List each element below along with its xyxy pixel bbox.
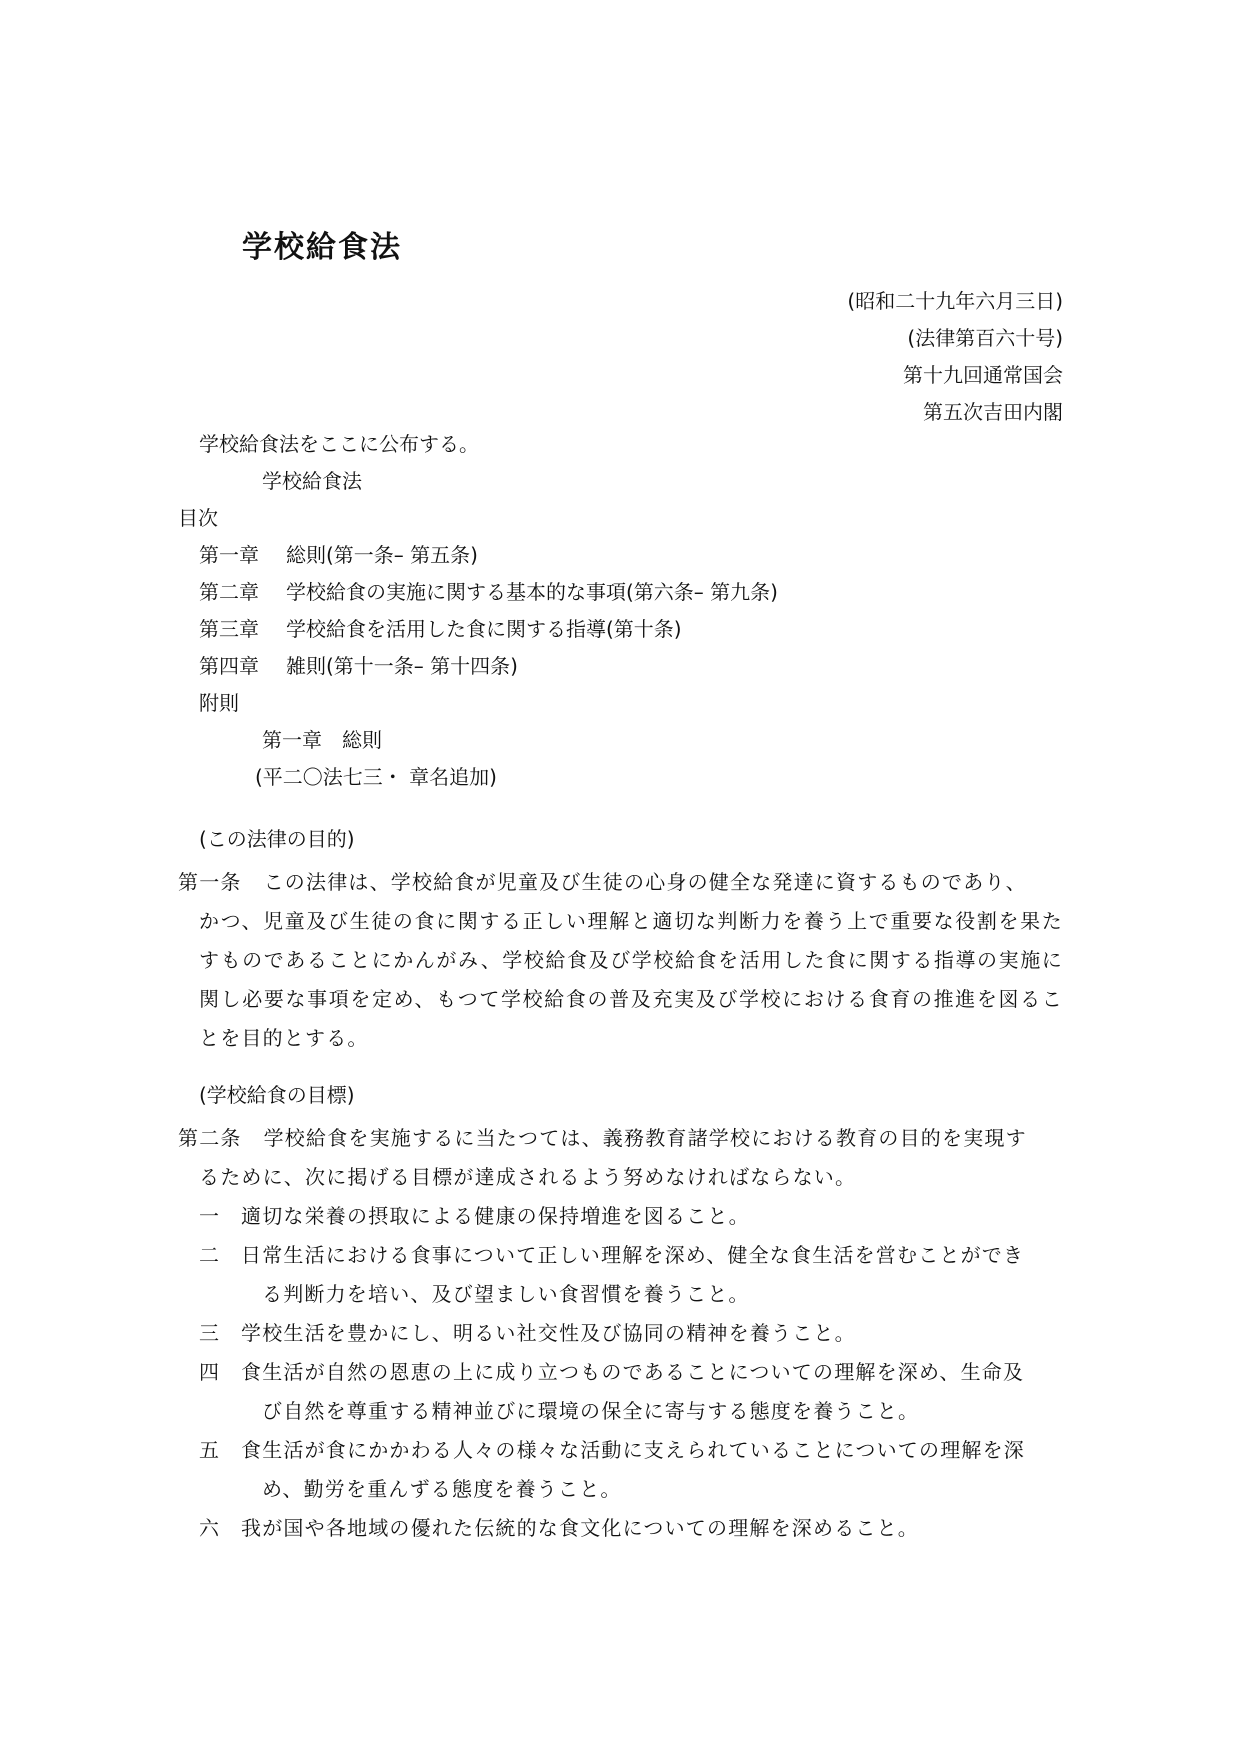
item-number: 五 (199, 1438, 221, 1462)
enactment-date: (昭和二十九年六月三日) (847, 289, 1063, 313)
diet-session: 第十九回通常国会 (903, 363, 1063, 387)
toc-title: 雑則(第十一条– 第十四条) (286, 654, 518, 678)
item-text: 我が国や各地域の優れた伝統的な食文化についての理解を深めること。 (241, 1516, 919, 1540)
toc-chapter: 第四章 (199, 654, 259, 678)
article-label: 第二条 (178, 1126, 242, 1150)
toc-heading: 目次 (178, 506, 218, 530)
item-number: 三 (199, 1321, 221, 1345)
item-text: 日常生活における食事について正しい理解を深め、健全な食生活を営むことができ (241, 1243, 1025, 1267)
item-number: 六 (199, 1516, 221, 1540)
article-body: かつ、児童及び生徒の食に関する正しい理解と適切な判断力を養う上で重要な役割を果たすものであることにかんがみ、学校給食及び学校給食を活用した食に関する指導の実施に関し必要な事項を定め、もつて学校給食の普及充実及び学校における食育の推進を図ることを目的とする。 (199, 909, 1063, 1050)
item-number: 二 (199, 1243, 221, 1267)
law-number: (法律第百六十号) (907, 326, 1063, 350)
toc-title: 学校給食の実施に関する基本的な事項(第六条– 第九条) (286, 580, 778, 604)
toc-title: 総則(第一条– 第五条) (286, 543, 478, 567)
law-name: 学校給食法 (262, 469, 362, 493)
promulgation-statement: 学校給食法をここに公布する。 (199, 432, 479, 456)
list-item-continuation (178, 1392, 1063, 1431)
list-item (178, 1236, 1063, 1275)
item-text-continued: め、勤労を重んずる態度を養うこと。 (262, 1477, 622, 1501)
toc-chapter: 第二章 (199, 580, 259, 604)
table-of-contents (178, 542, 1063, 727)
cabinet: 第五次吉田内閣 (923, 400, 1063, 424)
toc-entry[interactable] (178, 653, 1063, 690)
toc-entry[interactable] (178, 616, 1063, 653)
toc-entry[interactable] (178, 542, 1063, 579)
law-metadata (847, 288, 1063, 436)
toc-title: 学校給食を活用した食に関する指導(第十条) (286, 617, 682, 641)
list-item (178, 1314, 1063, 1353)
article-caption: (学校給食の目標) (199, 1083, 355, 1107)
list-item (178, 1431, 1063, 1470)
item-number: 四 (199, 1360, 221, 1384)
article-1 (178, 863, 1063, 902)
article-first-line: この法律は、学校給食が児童及び生徒の心身の健全な発達に資するものであり、 (263, 870, 1027, 894)
list-item (178, 1509, 1063, 1548)
document-title: 学校給食法 (242, 230, 402, 265)
list-item (178, 1197, 1063, 1236)
article-body: るために、次に掲げる目標が達成されるよう努めなければならない。 (199, 1165, 857, 1189)
document-body (178, 431, 1063, 1548)
item-text: 食生活が食にかかわる人々の様々な活動に支えられていることについての理解を深 (241, 1438, 1025, 1462)
item-text: 食生活が自然の恩恵の上に成り立つものであることについての理解を深め、生命及 (241, 1360, 1025, 1384)
article-first-line: 学校給食を実施するに当たつては、義務教育諸学校における教育の目的を実現す (263, 1126, 1027, 1150)
article-label: 第一条 (178, 870, 242, 894)
item-number: 一 (199, 1204, 221, 1228)
list-item (178, 1353, 1063, 1392)
list-item-continuation (178, 1275, 1063, 1314)
toc-chapter: 第三章 (199, 617, 259, 641)
article-2 (178, 1119, 1063, 1158)
item-text-continued: び自然を尊重する精神並びに環境の保全に寄与する態度を養うこと。 (262, 1399, 920, 1423)
item-text: 学校生活を豊かにし、明るい社交性及び協同の精神を養うこと。 (241, 1321, 856, 1345)
article-items (178, 1197, 1063, 1548)
toc-entry[interactable] (178, 579, 1063, 616)
toc-supplementary[interactable]: 附則 (199, 691, 239, 715)
item-text: 適切な栄養の摂取による健康の保持増進を図ること。 (241, 1204, 750, 1228)
chapter-note: (平二〇法七三・ 章名追加) (255, 765, 497, 789)
toc-chapter: 第一章 (199, 543, 259, 567)
list-item-continuation (178, 1470, 1063, 1509)
item-text-continued: る判断力を培い、及び望ましい食習慣を養うこと。 (262, 1282, 750, 1306)
chapter-heading: 第一章 総則 (262, 728, 382, 752)
article-caption: (この法律の目的) (199, 827, 355, 851)
